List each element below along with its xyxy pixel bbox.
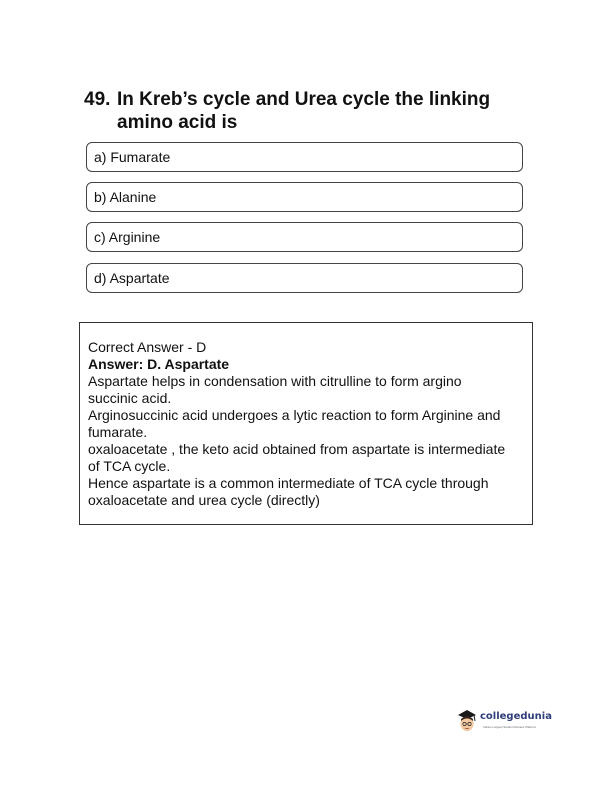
explanation-line: Arginosuccinic acid undergoes a lytic reaction to form Arginine and (88, 407, 501, 423)
correct-answer-line: Correct Answer - D (88, 339, 207, 355)
collegedunia-logo (456, 708, 556, 738)
option-d[interactable]: d) Aspartate (86, 263, 523, 293)
answer-heading: Answer: D. Aspartate (88, 356, 230, 372)
explanation-line: oxaloacetate and urea cycle (directly) (88, 492, 320, 508)
explanation-line: fumarate. (88, 424, 148, 440)
question-text-line2: amino acid is (117, 112, 238, 133)
question-heading (84, 88, 544, 134)
option-c[interactable]: c) Arginine (86, 222, 523, 252)
answer-explanation-box (79, 322, 533, 525)
explanation-line: Aspartate helps in condensation with citrulline to form argino (88, 373, 462, 389)
logo-brand-text: collegedunia (480, 711, 552, 722)
question-text-line1: In Kreb’s cycle and Urea cycle the linking (117, 89, 491, 110)
mascot-icon (456, 708, 478, 734)
question-number: 49. (84, 89, 111, 110)
explanation-line: oxaloacetate , the keto acid obtained from aspartate is intermediate (88, 441, 506, 457)
explanation-line: of TCA cycle. (88, 458, 171, 474)
logo-tagline: India's Largest Student Review Platform (483, 725, 537, 729)
option-b[interactable]: b) Alanine (86, 182, 523, 212)
explanation-line: Hence aspartate is a common intermediate of TCA cycle through (88, 475, 489, 491)
explanation-line: succinic acid. (88, 390, 172, 406)
option-a[interactable]: a) Fumarate (86, 142, 523, 172)
